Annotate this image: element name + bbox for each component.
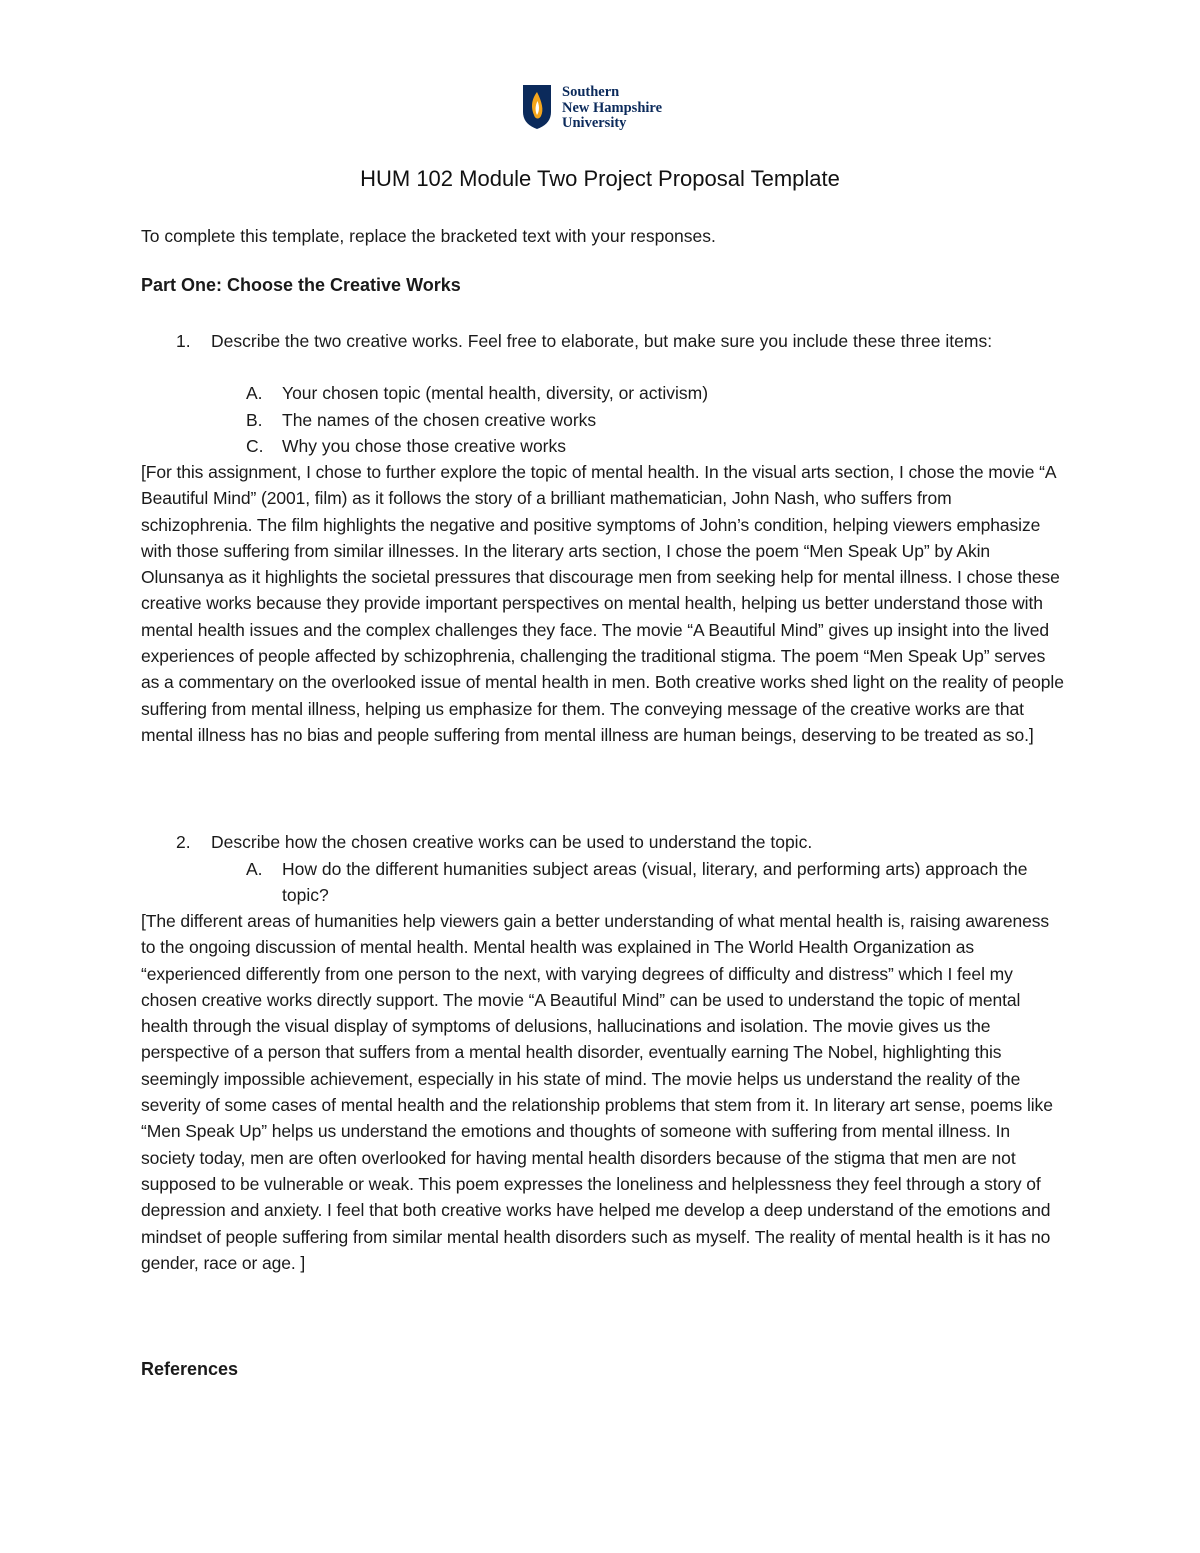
question-1 — [141, 328, 1061, 380]
subitem-text: The names of the chosen creative works — [282, 410, 597, 430]
subitem-letter: C. — [246, 436, 264, 456]
question-1-number: 1. — [176, 331, 191, 351]
part-one-heading: Part One: Choose the Creative Works — [141, 275, 461, 295]
question-2-answer: [The different areas of humanities help viewers gain a better understanding of what mental health is, raising awareness to the ongoing discussion of mental health. Mental health was explained in The World Health Organization as “experienced differently from one person to the next, with varying degrees of difficulty and distress” which I feel my chosen creative works directly support. The movie “A Beautiful Mind” can be used to understand the topic of mental health through the visual display of symptoms of delusions, hallucinations and isolation. The movie gives us the perspective of a person that suffers from a mental health disorder, eventually earning The Nobel, highlighting this seemingly impossible achievement, especially in his state of mind. The movie helps us understand the reality of the severity of some cases of mental health and the relationship problems that stem from it. In literary art sense, poems like “Men Speak Up” helps us understand the emotions and thoughts of someone with suffering from mental illness. In society today, men are often overlooked for having mental health disorders because of the stigma that men are not supposed to be vulnerable or weak. This poem expresses the loneliness and helplessness they feel through a story of depression and anxiety. I feel that both creative works have helped me develop a deep understand of the emotions and mindset of people suffering from similar mental health disorders such as myself. The reality of mental health is it has no gender, race or age. ] — [141, 911, 1053, 1273]
question-2-text: Describe how the chosen creative works can be used to understand the topic. — [211, 832, 813, 852]
university-logo — [522, 84, 692, 134]
logo-wordmark — [562, 84, 662, 132]
subitem-text: Why you chose those creative works — [282, 436, 567, 456]
question-1-answer: [For this assignment, I chose to further explore the topic of mental health. In the visual arts section, I chose the movie “A Beautiful Mind” (2001, film) as it follows the story of a brilliant mathematician, John Nash, who suffers from schizophrenia. The film highlights the negative and positive symptoms of John’s condition, helping viewers emphasize with those suffering from similar illnesses. In the literary arts section, I chose the poem “Men Speak Up” by Akin Olunsanya as it highlights the societal pressures that discourage men from seeking help for mental illness. I chose these creative works because they provide important perspectives on mental health, helping us better understand those with mental health issues and the complex challenges they face. The movie “A Beautiful Mind” gives up insight into the lived experiences of people affected by schizophrenia, challenging the traditional stigma. The poem “Men Speak Up” serves as a commentary on the overlooked issue of mental health in men. Both creative works shed light on the reality of people suffering from mental illness, helping us emphasize for them. The conveying message of the creative works are that mental illness has no bias and people suffering from mental illness are human beings, deserving to be treated as so.] — [141, 462, 1064, 745]
subitem-letter: A. — [246, 859, 263, 879]
question-1-subitem-c — [141, 433, 1061, 459]
question-1-text: Describe the two creative works. Feel free to elaborate, but make sure you include these three items: — [211, 331, 993, 351]
question-1-subitem-a — [141, 380, 1061, 406]
subitem-letter: B. — [246, 410, 263, 430]
question-2-subitem-a — [141, 856, 1061, 908]
question-1-subitem-b — [141, 407, 1061, 433]
subitem-text: How do the different humanities subject areas (visual, literary, and performing arts) approach the topic? — [282, 859, 1028, 905]
question-2 — [141, 829, 1061, 855]
instruction-text: To complete this template, replace the bracketed text with your responses. — [141, 226, 716, 246]
subitem-letter: A. — [246, 383, 263, 403]
shield-flame-icon — [522, 84, 552, 130]
references-heading: References — [141, 1359, 239, 1379]
logo-line-1: Southern — [562, 84, 620, 100]
logo-line-2: New Hampshire — [562, 99, 663, 116]
question-2-number: 2. — [176, 832, 191, 852]
logo-line-3: University — [562, 115, 627, 131]
subitem-text: Your chosen topic (mental health, diversity, or activism) — [282, 383, 709, 403]
page-title: HUM 102 Module Two Project Proposal Template — [360, 166, 840, 191]
